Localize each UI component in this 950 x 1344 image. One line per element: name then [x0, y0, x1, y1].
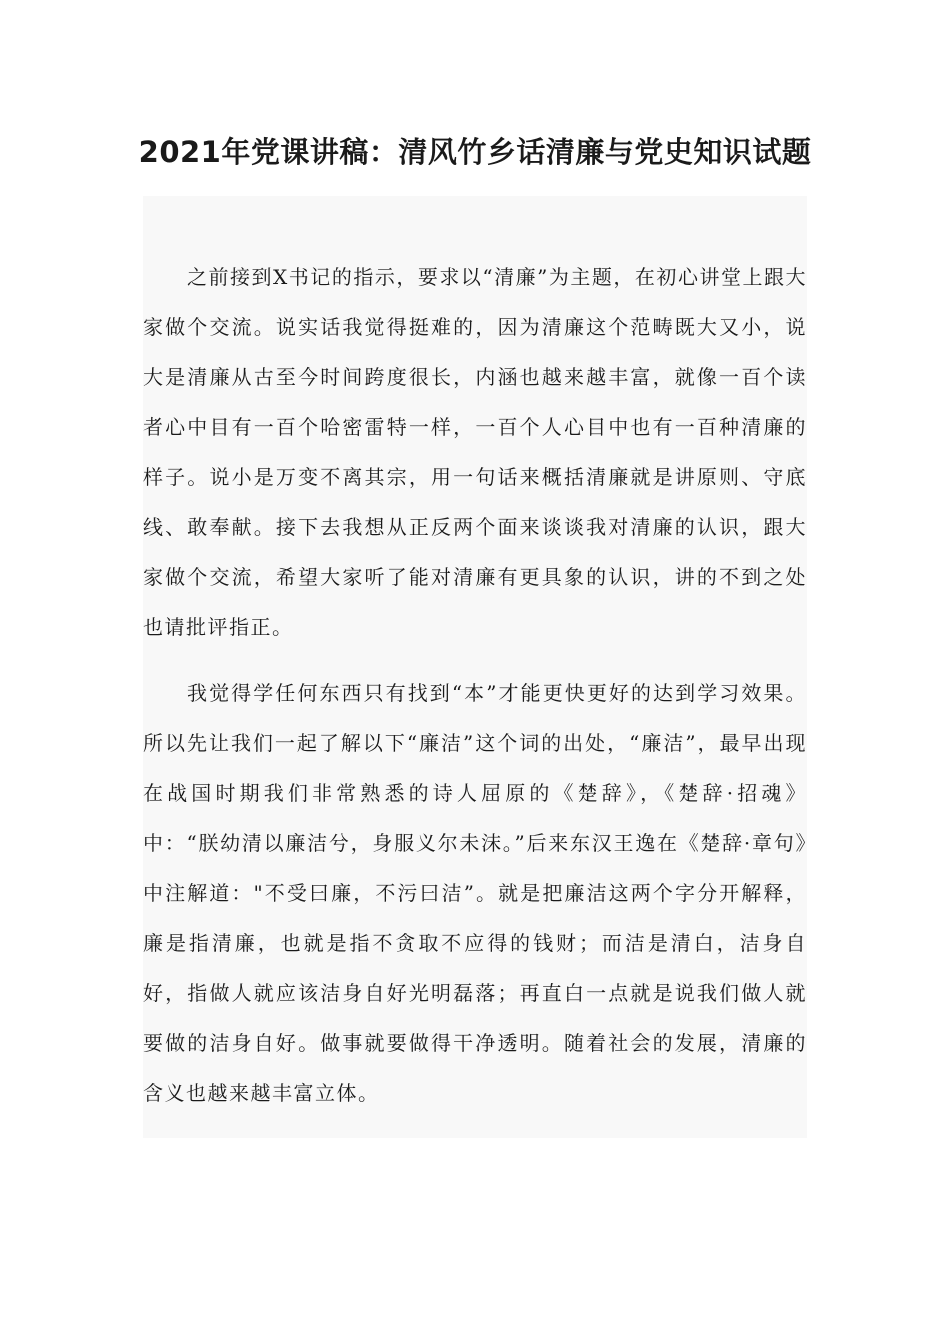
document-body	[143, 196, 807, 1138]
document-title: 2021年党课讲稿：清风竹乡话清廉与党史知识试题	[138, 135, 812, 169]
body-paragraph: 之前接到X书记的指示，要求以“清廉”为主题，在初心讲堂上跟大家做个交流。说实话我觉得挺难的，因为清廉这个范畴既大又小，说大是清廉从古至今时间跨度很长，内涵也越来越丰富，就像一百个读者心中目有一百个哈密雷特一样，一百个人心目中也有一百种清廉的样子。说小是万变不离其宗，用一句话来概括清廉就是讲原则、守底线、敢奉献。接下去我想从正反两个面来谈谈我对清廉的认识，跟大家做个交流，希望大家听了能对清廉有更具象的认识，讲的不到之处也请批评指正。	[143, 265, 807, 639]
body-paragraph: 我觉得学任何东西只有找到“本”才能更快更好的达到学习效果。所以先让我们一起了解以下“廉洁”这个词的出处，“廉洁”，最早出现在战国时期我们非常熟悉的诗人屈原的《楚辞》，《楚辞·招魂》中：“朕幼清以廉洁兮，身服义尔未沫。”后来东汉王逸在《楚辞·章句》中注解道："不受曰廉，不污曰洁”。就是把廉洁这两个字分开解释，廉是指清廉，也就是指不贪取不应得的钱财；而洁是清白，洁身自好，指做人就应该洁身自好光明磊落；再直白一点就是说我们做人就要做的洁身自好。做事就要做得干净透明。随着社会的发展，清廉的含义也越来越丰富立体。	[143, 681, 807, 1105]
